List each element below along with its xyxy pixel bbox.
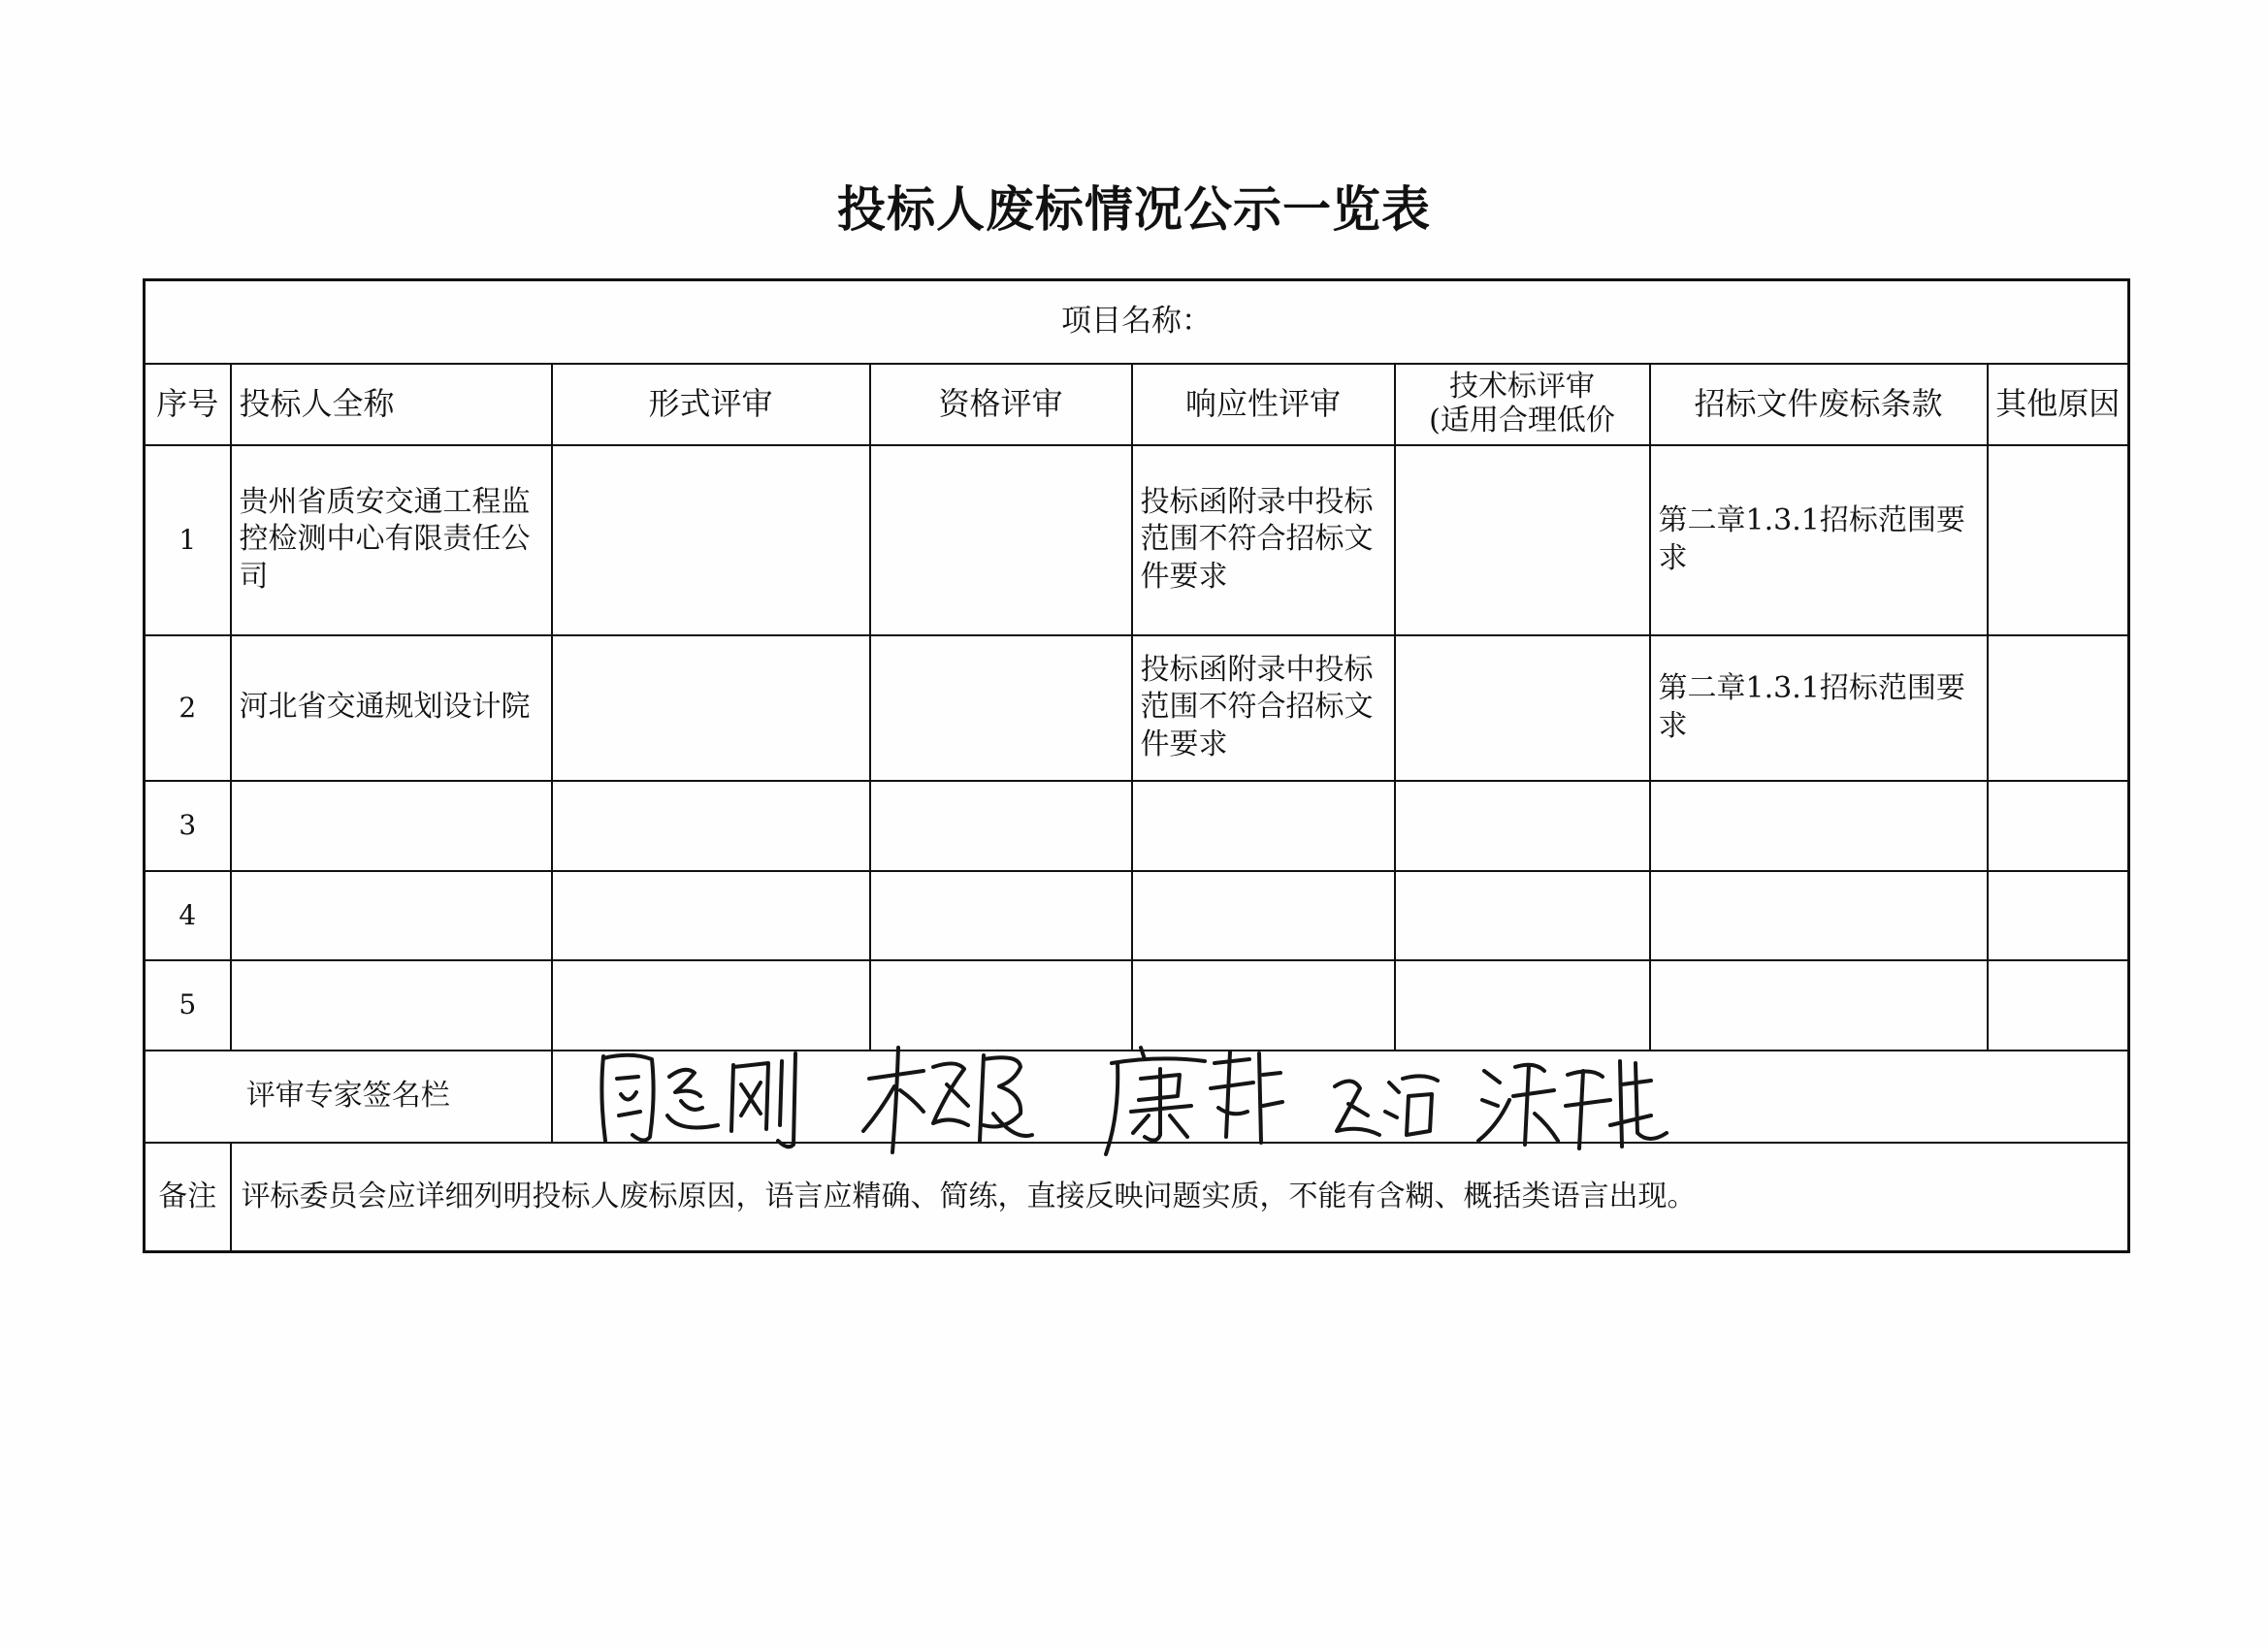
table-row [145,781,2129,871]
table-header-row [145,364,2129,445]
header-index: 序号 [145,364,231,445]
cell-responsiveness-review [1132,781,1395,871]
header-technical-review [1395,364,1650,445]
cell-disqualification-clause: 第二章1.3.1招标范围要求 [1650,445,1988,635]
cell-formal-review [552,445,870,635]
cell-responsiveness-review: 投标函附录中投标范围不符合招标文件要求 [1132,445,1395,635]
remark-row [145,1143,2129,1252]
cell-qualification-review [870,871,1132,960]
signature-area [552,1051,2129,1143]
cell-responsiveness-review [1132,960,1395,1051]
cell-disqualification-clause [1650,871,1988,960]
document-title: 投标人废标情况公示一览表 [837,180,1431,238]
cell-formal-review [552,635,870,781]
header-responsiveness-review: 响应性评审 [1132,364,1395,445]
header-technical-review-line1: 技术标评审 [1449,370,1595,404]
cell-technical-review [1395,635,1650,781]
cell-technical-review [1395,871,1650,960]
cell-index: 2 [145,635,231,781]
cell-index: 1 [145,445,231,635]
remark-text: 评标委员会应详细列明投标人废标原因，语言应精确、简练，直接反映问题实质，不能有含糊、概括类语言出现。 [231,1143,2129,1252]
table-row [145,960,2129,1051]
cell-other-reasons [1988,960,2129,1051]
cell-index: 5 [145,960,231,1051]
cell-other-reasons [1988,635,2129,781]
cell-qualification-review [870,781,1132,871]
header-disqualification-clause: 招标文件废标条款 [1650,364,1988,445]
cell-technical-review [1395,960,1650,1051]
signature-row-label: 评审专家签名栏 [145,1051,552,1143]
cell-bidder: 河北省交通规划设计院 [231,635,552,781]
cell-bidder [231,871,552,960]
header-other-reasons: 其他原因 [1988,364,2129,445]
table-row [145,635,2129,781]
cell-formal-review [552,781,870,871]
disqualification-table [143,278,2130,1253]
cell-responsiveness-review: 投标函附录中投标范围不符合招标文件要求 [1132,635,1395,781]
cell-bidder: 贵州省质安交通工程监控检测中心有限责任公司 [231,445,552,635]
cell-disqualification-clause [1650,960,1988,1051]
cell-bidder [231,960,552,1051]
header-technical-review-line2: (适用合理低价 [1429,403,1615,437]
cell-formal-review [552,960,870,1051]
cell-index: 3 [145,781,231,871]
cell-technical-review [1395,445,1650,635]
expert-signature-row [145,1051,2129,1143]
cell-qualification-review [870,635,1132,781]
cell-qualification-review [870,445,1132,635]
project-name-label: 项目名称： [145,280,2129,364]
cell-other-reasons [1988,781,2129,871]
cell-bidder [231,781,552,871]
table-row [145,445,2129,635]
project-name-row [145,280,2129,364]
cell-disqualification-clause: 第二章1.3.1招标范围要求 [1650,635,1988,781]
cell-disqualification-clause [1650,781,1988,871]
cell-other-reasons [1988,445,2129,635]
header-qualification-review: 资格评审 [870,364,1132,445]
cell-formal-review [552,871,870,960]
header-bidder: 投标人全称 [231,364,552,445]
cell-qualification-review [870,960,1132,1051]
cell-index: 4 [145,871,231,960]
cell-responsiveness-review [1132,871,1395,960]
remark-label: 备注 [145,1143,231,1252]
table-row [145,871,2129,960]
cell-technical-review [1395,781,1650,871]
header-formal-review: 形式评审 [552,364,870,445]
cell-other-reasons [1988,871,2129,960]
